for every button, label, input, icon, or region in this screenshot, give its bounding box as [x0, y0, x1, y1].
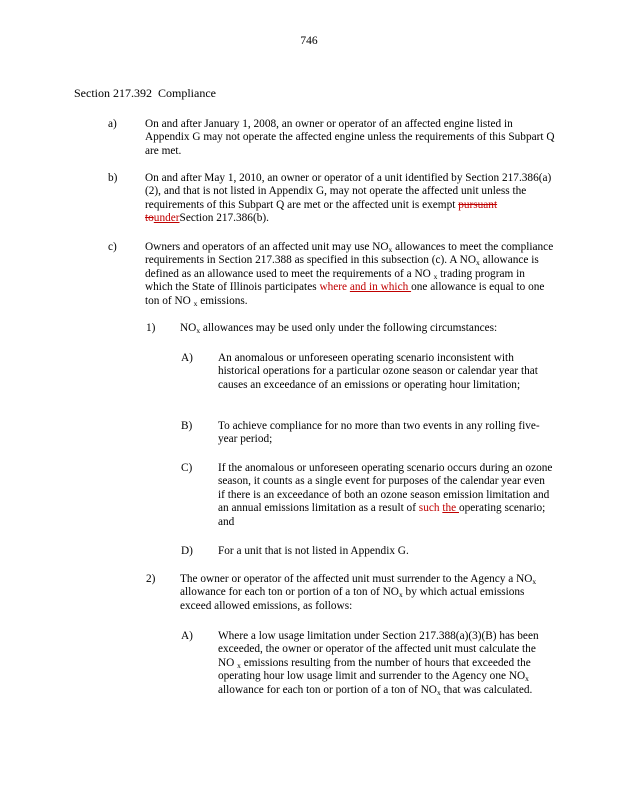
item-c1D-label: D) — [181, 545, 193, 557]
item-c-text-6: emissions. — [197, 294, 248, 307]
inserted-text: and in which — [349, 281, 412, 294]
item-c2A-text-1: Where a low usage limitation under Section 217.388(a)(3)(B) has been exceeded, the owner or operator of the affected unit must calculate the NO — [218, 630, 539, 669]
item-c1-label: 1) — [146, 322, 156, 334]
subscript-x: x — [525, 674, 529, 684]
item-c-text-2: allowances to meet the compliance requirements in Section 217.388 as specified in this subsection (c). A NO — [145, 241, 554, 267]
inserted-text: the — [442, 502, 459, 515]
item-a-text: On and after January 1, 2008, an owner or operator of an affected engine listed in Appendix G may not operate the affected engine unless the requirements of this Subpart Q are met. — [145, 118, 555, 157]
item-c1D-text: For a unit that is not listed in Appendix G. — [218, 545, 409, 557]
item-c1A-label: A) — [181, 352, 193, 364]
section-title: Section 217.392 Compliance — [74, 86, 216, 100]
subscript-x: x — [193, 298, 198, 308]
item-c1C-text-after: operating scenario; and — [218, 502, 546, 528]
item-c2-text — [180, 573, 555, 613]
item-b-label: b) — [108, 172, 118, 184]
item-c2A-text-3: allowance for each ton or portion of a ton of NO — [218, 683, 437, 696]
subscript-x: x — [398, 590, 403, 600]
subscript-x: x — [388, 245, 393, 254]
page-number: 746 — [300, 35, 318, 47]
item-c2-text-3: by which actual emissions exceed allowed emissions, as follows: — [180, 586, 525, 612]
inserted-text: such — [418, 502, 440, 515]
item-c1C-text — [218, 462, 553, 529]
deleted-text: pursuant to — [145, 198, 498, 225]
item-c1-text-1: NO — [180, 322, 197, 334]
item-c2A-text — [218, 630, 553, 697]
item-b-text — [145, 172, 555, 226]
item-b-text-after: Section 217.386(b). — [179, 212, 269, 225]
subscript-x: x — [196, 326, 201, 335]
item-c-label: c) — [108, 241, 117, 253]
subscript-x: x — [237, 660, 241, 670]
subscript-x: x — [476, 258, 480, 268]
item-b-text-before: On and after May 1, 2010, an owner or operator of a unit identified by Section 217.386(a)(2), and that is not listed in Appendix G, may not operate the affected unit unless the requirements of this Subpart Q are met or the affected unit is exempt — [145, 172, 552, 211]
item-c2A-text-4: that was calculated. — [440, 683, 533, 696]
item-a-label: a) — [108, 118, 117, 130]
subscript-x: x — [433, 271, 438, 281]
item-c-text-1: Owners and operators of an affected unit may use NO — [145, 241, 389, 253]
item-c1C-text-before: If the anomalous or unforeseen operating scenario occurs during an ozone season, it counts as a single event for purposes of the calendar year even if there is an exceedance of both an ozone season emission limitation and an annual emissions limitation as a result of — [218, 462, 553, 515]
item-c1B-label: B) — [181, 420, 193, 432]
item-c-text-5: one allowance is equal to one ton of NO — [145, 281, 545, 307]
item-c2A-text-2: emissions resulting from the number of hours that exceeded the operating hour low usage limit and surrender to the Agency one NO — [218, 656, 531, 683]
subscript-x: x — [532, 577, 537, 586]
item-c1B-text: To achieve compliance for no more than two events in any rolling five-year period; — [218, 420, 540, 446]
subscript-x: x — [436, 687, 441, 697]
item-c2A-label: A) — [181, 630, 193, 642]
item-c1C-label: C) — [181, 462, 193, 474]
item-c1A-text: An anomalous or unforeseen operating scenario inconsistent with historical operations for a particular ozone season or calendar year that causes an exceedance of an emissions or operating hour limitation; — [218, 352, 538, 391]
item-c2-text-2: allowance for each ton or portion of a ton of NO — [180, 586, 399, 599]
item-c-text-3: allowance is defined as an allowance used to meet the requirements of a NO — [145, 254, 539, 280]
inserted-text: under — [153, 212, 180, 225]
item-c-text — [145, 241, 555, 308]
inserted-text: where — [319, 281, 348, 294]
item-c1-text — [180, 322, 555, 335]
item-c-text-4: trading program in which the State of Illinois participates — [145, 267, 525, 294]
item-c2-label: 2) — [146, 573, 156, 585]
item-c2-text-1: The owner or operator of the affected unit must surrender to the Agency a NO — [180, 573, 533, 585]
item-c1-text-2: allowances may be used only under the following circumstances: — [200, 322, 498, 334]
